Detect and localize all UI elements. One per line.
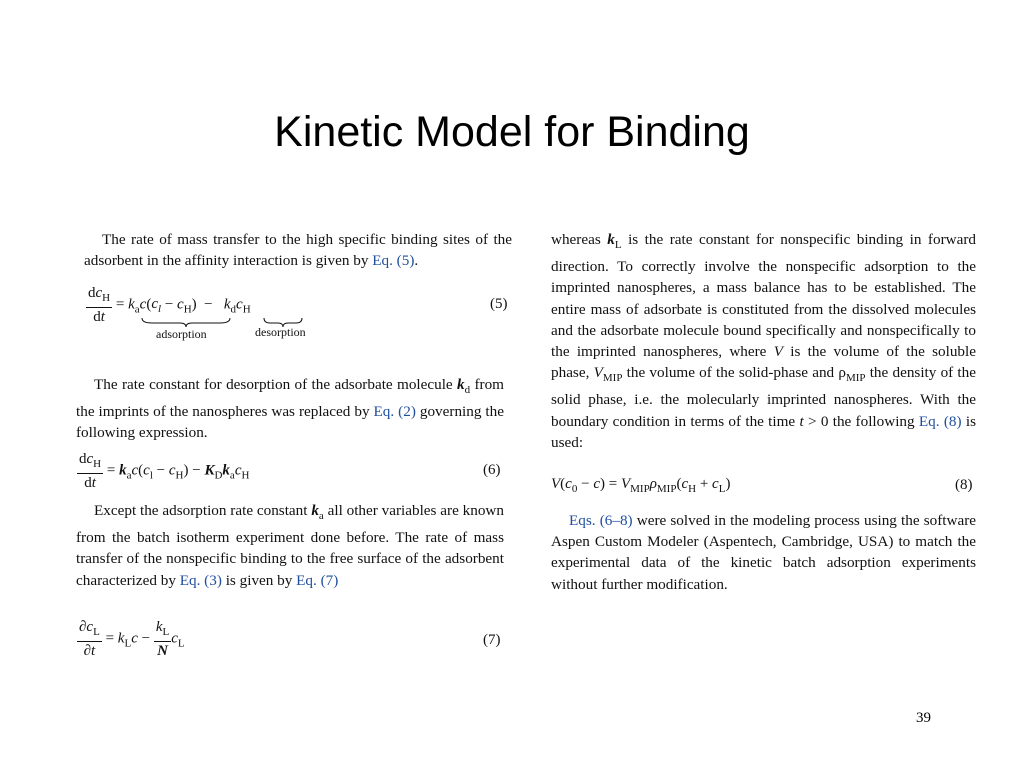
- eq5-number: (5): [490, 296, 508, 312]
- equation-7: $\frac{\partial c_L}{\partial t}$ = $k_Lc$ − $\frac{k_L}{N}$ $c_L$: [79, 619, 185, 659]
- eq7-reference[interactable]: Eq. (7): [296, 571, 339, 589]
- adsorption-label: adsorption: [156, 327, 207, 341]
- eq8-reference[interactable]: Eq. (8): [918, 412, 962, 430]
- eq8-number: (8): [955, 477, 973, 493]
- left-paragraph-2: The rate constant for desorption of the adsorbate molecule $k_d$ from the imprints of the nanospheres was replaced by Eq. (2) governing the following expression.: [76, 376, 504, 442]
- right-paragraph-1: whereas $k_L$ is the rate constant for nonspecific binding in forward direction. To correctly involve the nonspecific adsorption to the imprinted nanospheres, a mass balance has to be established. The entire mass of adsorbate is constituted from the dissolved molecules and the adsorbate molecule bound specifically and nonspecifically to the imprinted nanospheres, where V is the volume of the soluble phase, $V_{MIP}$ the volume of the solid-phase and $\rho_{MIP}$ the density of the solid phase, i.e. the molecularly imprinted nanospheres. With the boundary condition in terms of the time t > 0 the following Eq. (8) is used:: [551, 231, 976, 451]
- eq7-number: (7): [483, 632, 501, 648]
- eqs-6-8-reference[interactable]: Eqs. (6–8): [569, 512, 633, 529]
- desorption-label: desorption: [255, 325, 306, 339]
- equation-6: $\frac{dc_H}{dt}$ = $k_ac(c_l - c_H) - K_Dk_ac_H$: [79, 451, 250, 491]
- page-number: 39: [916, 710, 931, 726]
- slide-title: Kinetic Model for Binding: [274, 108, 750, 156]
- eq2-reference[interactable]: Eq. (2): [373, 403, 416, 421]
- equation-5: $\frac{dc_H}{dt}$ = $k_ac(c_l - c_H) - k_dc_H$: [88, 285, 251, 325]
- eq5-reference[interactable]: Eq. (5): [372, 252, 415, 270]
- eq6-number: (6): [483, 462, 501, 478]
- eq3-reference[interactable]: Eq. (3): [179, 571, 222, 589]
- left-paragraph-3: Except the adsorption rate constant $k_a$ all other variables are known from the batch isotherm experiment done before. The rate of mass transfer of the nonspecific binding to the free surface of the adsorbent characterized by Eq. (3) is given by Eq. (7): [76, 502, 504, 589]
- right-paragraph-2: Eqs. (6–8) were solved in the modeling process using the software Aspen Custom Modeler (Aspentech, Cambridge, USA) to match the experimental data of the kinetic batch adsorption experiments without further modification.: [551, 512, 976, 593]
- equation-8: $V(c_0 - c) = V_{MIP}\rho_{MIP}(c_H + c_L)$: [551, 476, 731, 495]
- left-paragraph-1: The rate of mass transfer to the high specific binding sites of the adsorbent in the affinity interaction is given by Eq. (5).: [84, 231, 512, 270]
